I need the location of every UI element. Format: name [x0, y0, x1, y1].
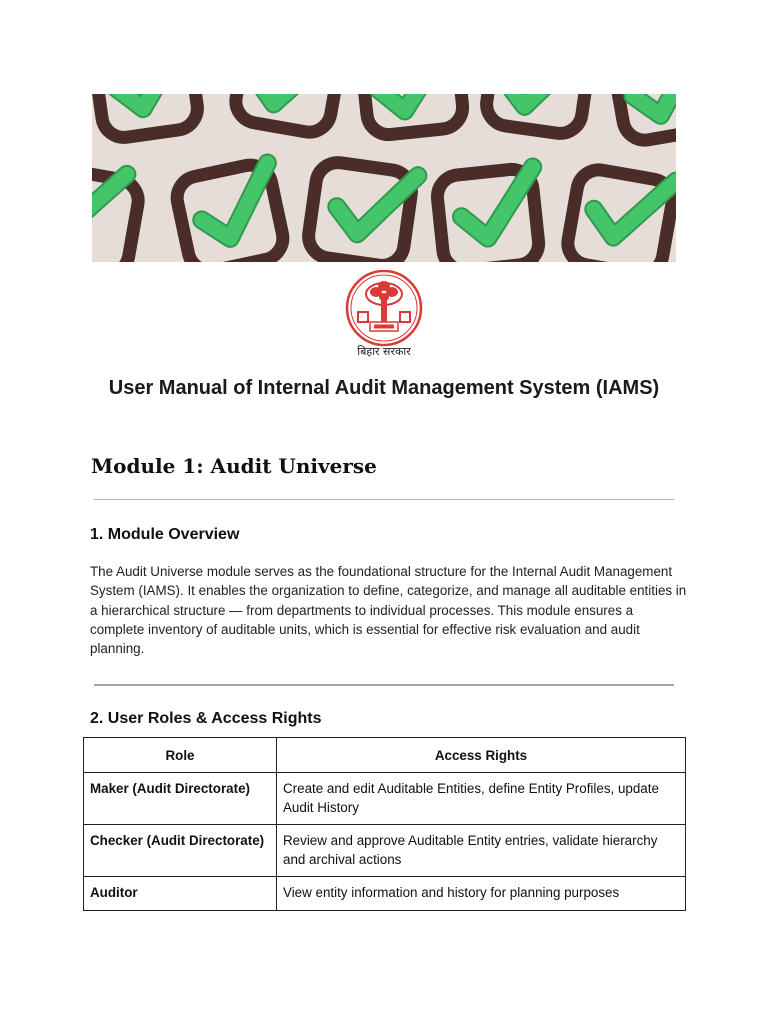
emblem-caption: बिहार सरकार — [357, 345, 411, 358]
section-heading-overview: 1. Module Overview — [90, 526, 240, 543]
role-cell: Checker (Audit Directorate) — [84, 825, 277, 877]
table-header-row — [84, 738, 686, 773]
divider — [94, 499, 674, 500]
access-rights-cell: Create and edit Auditable Entities, define Entity Profiles, update Audit History — [277, 773, 686, 825]
section-heading-roles: 2. User Roles & Access Rights — [90, 710, 322, 727]
column-header-access-rights: Access Rights — [277, 738, 686, 773]
table-row — [84, 877, 686, 911]
access-rights-cell: Review and approve Auditable Entity entries, validate hierarchy and archival actions — [277, 825, 686, 877]
module-title: Module 1: Audit Universe — [91, 454, 377, 478]
role-cell: Auditor — [84, 877, 277, 911]
document-title: User Manual of Internal Audit Management System (IAMS) — [108, 377, 660, 399]
overview-paragraph: The Audit Universe module serves as the foundational structure for the Internal Audit Management System (IAMS). It enables the organization to define, categorize, and manage all auditable entities in a hierarchical structure — from departments to individual processes. This module ensures a complete inventory of auditable units, which is essential for effective risk evaluation and audit planning. — [90, 564, 687, 657]
table-row — [84, 773, 686, 825]
role-cell: Maker (Audit Directorate) — [84, 773, 277, 825]
checkbox-pattern-illustration — [92, 94, 676, 262]
access-rights-cell: View entity information and history for planning purposes — [277, 877, 686, 911]
table-row — [84, 825, 686, 877]
divider — [94, 684, 674, 686]
roles-table — [83, 737, 686, 911]
column-header-role: Role — [84, 738, 277, 773]
header-banner-image — [92, 94, 676, 262]
